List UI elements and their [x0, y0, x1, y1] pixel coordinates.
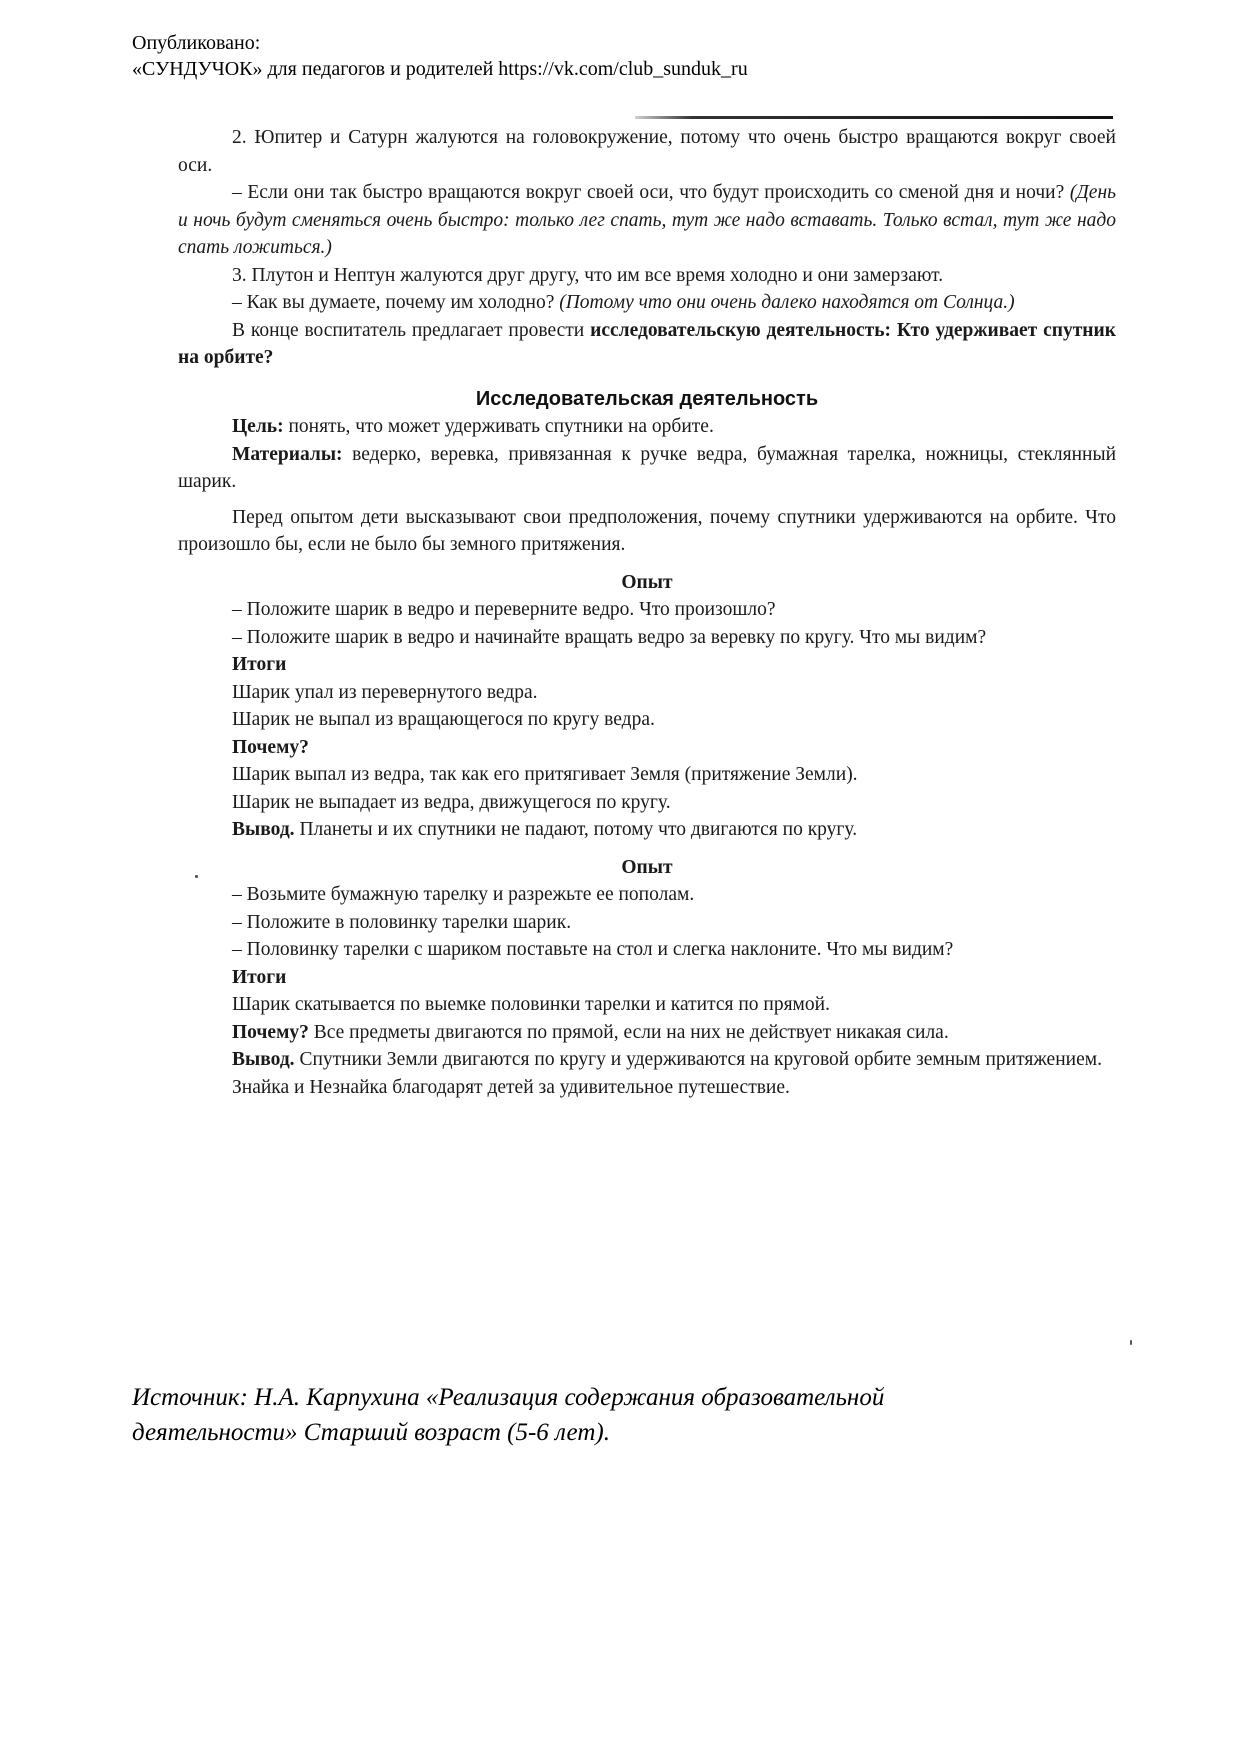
conclusion-label: Вывод.	[232, 1049, 295, 1070]
experiment-2-why	[178, 1019, 1116, 1047]
goal-label: Цель:	[232, 416, 284, 437]
section-title: Исследовательская деятельность	[475, 387, 819, 410]
experiment-2-step: – Положите в половинку тарелки шарик.	[232, 911, 572, 933]
question-text: – Как вы думаете, почему им холодно?	[232, 292, 555, 313]
experiment-1-why-label: Почему?	[232, 736, 309, 758]
experiment-1-title: Опыт	[621, 571, 673, 593]
source-line-1: Источник: Н.А. Карпухина «Реализация содержания образовательной	[132, 1384, 885, 1411]
source-citation	[132, 1380, 1092, 1450]
goal-line	[178, 413, 1116, 441]
materials-label: Материалы:	[232, 443, 343, 465]
scan-speck	[195, 875, 198, 878]
paragraph-research-intro	[178, 317, 1116, 372]
scan-top-rule	[635, 116, 1113, 119]
conclusion-label: Вывод.	[232, 819, 295, 840]
experiment-1-why: Шарик выпал из ведра, так как его притягивает Земля (притяжение Земли).	[232, 764, 858, 785]
goal-text: понять, что может удерживать спутники на орбите.	[288, 416, 714, 437]
closing-paragraph: Знайка и Незнайка благодарят детей за удивительное путешествие.	[232, 1076, 790, 1098]
experiment-1-step: – Положите шарик в ведро и переверните ведро. Что произошло?	[232, 599, 776, 620]
experiment-1-why: Шарик не выпадает из ведра, движущегося по кругу.	[232, 791, 671, 813]
scanned-page-body	[178, 124, 1116, 1101]
experiment-1-result: Шарик упал из перевернутого ведра.	[232, 681, 538, 703]
source-line-2: деятельности» Старший возраст (5-6 лет).	[132, 1419, 610, 1446]
conclusion-text: Спутники Земли двигаются по кругу и удерживаются на круговой орбите земным притяжением.	[299, 1049, 1102, 1070]
experiment-1-step: – Положите шарик в ведро и начинайте вращать ведро за веревку по кругу. Что мы видим?	[232, 626, 987, 648]
intro-text: В конце воспитатель предлагает провести	[232, 319, 585, 341]
experiment-1-result: Шарик не выпал из вращающегося по кругу ведра.	[232, 709, 655, 730]
answer-italic: (День и ночь будут сменяться очень быстро: только лег спать, тут же надо вставать. Только встал, тут же надо спать ложиться.)	[178, 182, 1116, 258]
publication-header	[132, 30, 748, 82]
paragraph-day-night	[178, 179, 1116, 262]
materials-text: ведерко, веревка, привязанная к ручке ведра, бумажная тарелка, ножницы, стеклянный шарик.	[178, 443, 1117, 492]
experiment-2-step: – Возьмите бумажную тарелку и разрежьте ее пополам.	[232, 884, 695, 905]
question-text: – Если они так быстро вращаются вокруг своей оси, что будут происходить со сменой дня и ночи?	[232, 182, 1065, 203]
why-label: Почему?	[232, 1021, 309, 1043]
paragraph-jupiter-saturn: 2. Юпитер и Сатурн жалуются на головокружение, потому что очень быстро вращаются вокруг своей оси.	[178, 127, 1116, 176]
experiment-2-result: Шарик скатывается по выемке половинки тарелки и катится по прямой.	[232, 994, 830, 1015]
publisher-line: «СУНДУЧОК» для педагогов и родителей https://vk.com/club_sunduk_ru	[132, 58, 748, 80]
why-text: Все предметы двигаются по прямой, если на них не действует никакая сила.	[313, 1021, 949, 1043]
materials-line	[178, 441, 1116, 496]
published-label: Опубликовано:	[132, 32, 261, 54]
scan-speck	[1130, 1340, 1132, 1345]
experiment-1-conclusion	[178, 816, 1116, 844]
conclusion-text: Планеты и их спутники не падают, потому что двигаются по кругу.	[299, 819, 858, 840]
paragraph-before-experiment: Перед опытом дети высказывают свои предположения, почему спутники удерживаются на орбите. Что произошло бы, если не было бы земного притяжения.	[178, 506, 1116, 555]
research-question: исследовательскую деятельность: Кто удерживает спутник на орбите?	[178, 319, 1117, 368]
paragraph-pluto-neptune: 3. Плутон и Нептун жалуются друг другу, что им все время холодно и они замерзают.	[232, 264, 944, 286]
answer-italic: (Потому что они очень далеко находятся от Солнца.)	[559, 292, 1015, 313]
experiment-2-title: Опыт	[621, 856, 673, 878]
experiment-2-results-label: Итоги	[232, 966, 287, 988]
experiment-1-results-label: Итоги	[232, 654, 287, 675]
experiment-2-conclusion	[178, 1046, 1116, 1074]
paragraph-cold	[178, 289, 1116, 317]
experiment-2-step: – Половинку тарелки с шариком поставьте на стол и слегка наклоните. Что мы видим?	[232, 939, 954, 960]
